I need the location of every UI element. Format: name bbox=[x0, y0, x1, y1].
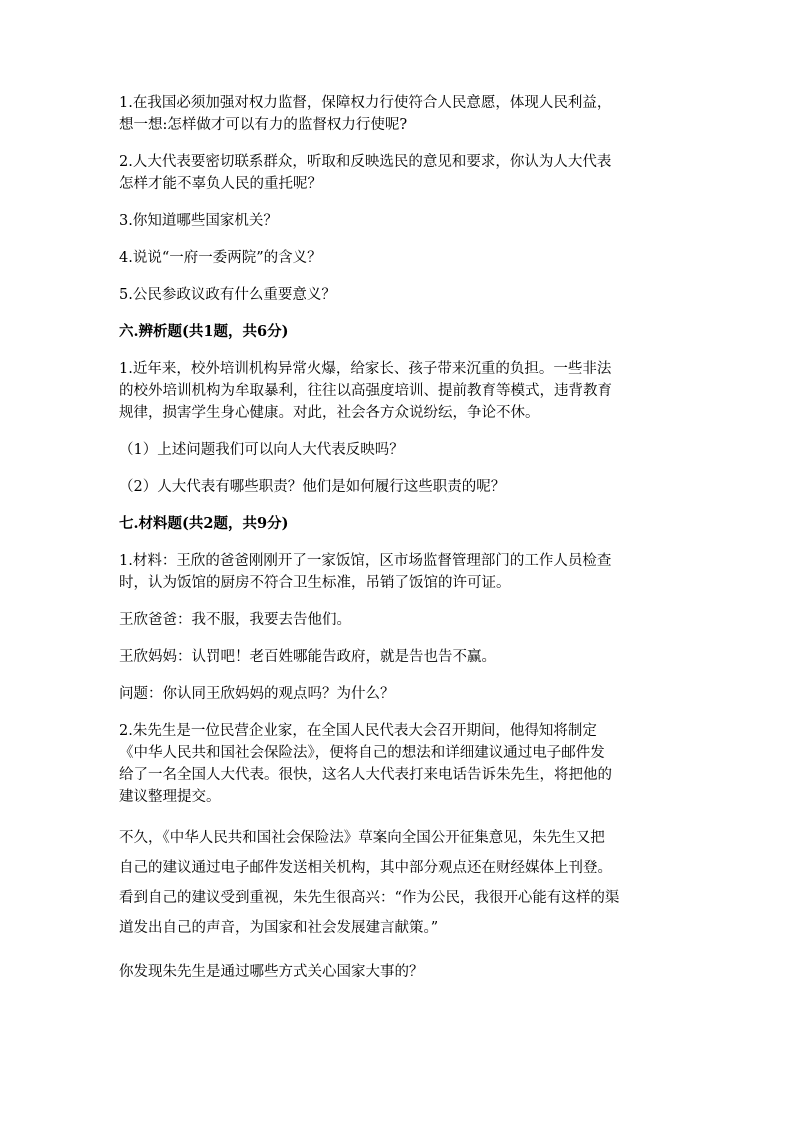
question-4: 4.说说“一府一委两院”的含义？ bbox=[119, 250, 322, 266]
question-1-line-2: 想一想:怎样做才可以有力的监督权力行使呢? bbox=[119, 117, 408, 133]
section-7-question-2-line-4: 建议整理提交。 bbox=[119, 789, 221, 805]
question-5: 5.公民参政议政有什么重要意义？ bbox=[119, 287, 336, 303]
question-2 bbox=[119, 151, 679, 195]
question-2-line-1: 2.人大代表要密切联系群众，听取和反映选民的意见和要求，你认为人大代表 bbox=[119, 154, 612, 170]
question-1-line-1: 1.在我国必须加强对权力监督，保障权力行使符合人民意愿，体现人民利益， bbox=[119, 95, 612, 111]
section-6-sub-question-2: （2）人大代表有哪些职责？他们是如何履行这些职责的呢？ bbox=[119, 479, 506, 495]
section-7-question-2-line-3: 给了一名全国人大代表。很快，这名人大代表打来电话告诉朱先生，将把他的 bbox=[119, 767, 612, 783]
question-prompt-2: 你发现朱先生是通过哪些方式关心国家大事的？ bbox=[119, 964, 424, 980]
document-page bbox=[119, 92, 679, 998]
section-7-heading: 七.材料题(共2题，共9分) bbox=[119, 515, 289, 532]
continued-line-4: 道发出自己的声音，为国家和社会发展建言献策。” bbox=[119, 920, 439, 936]
question-1 bbox=[119, 92, 679, 136]
section-6-sub-question-1: （1）上述问题我们可以向人大代表反映吗？ bbox=[119, 442, 404, 458]
question-prompt-1: 问题：你认同王欣妈妈的观点吗？为什么？ bbox=[119, 686, 395, 702]
question-3: 3.你知道哪些国家机关？ bbox=[119, 213, 278, 229]
question-2-line-2: 怎样才能不辜负人民的重托呢？ bbox=[119, 176, 322, 192]
section-7-question-2 bbox=[119, 720, 679, 808]
continued-line-1: 不久，《中华人民共和国社会保险法》草案向全国公开征集意见，朱先生又把 bbox=[119, 830, 605, 846]
section-6-heading: 六.辨析题(共1题，共6分) bbox=[119, 323, 289, 340]
section-7-question-1 bbox=[119, 550, 679, 594]
continued-line-3: 看到自己的建议受到重视，朱先生很高兴：“作为公民，我很开心能有这样的渠 bbox=[119, 890, 620, 906]
continued-line-2: 自己的建议通过电子邮件发送相关机构，其中部分观点还在财经媒体上刊登。 bbox=[119, 860, 612, 876]
section-7-question-2-continued bbox=[119, 823, 679, 943]
section-6-question-1-line-1: 1.近年来，校外培训机构异常火爆，给家长、孩子带来沉重的负担。一些非法 bbox=[119, 361, 612, 377]
section-6-question-1 bbox=[119, 358, 679, 424]
section-7-question-2-line-1: 2.朱先生是一位民营企业家，在全国人民代表大会召开期间，他得知将制定 bbox=[119, 723, 597, 739]
mom-statement: 王欣妈妈：认罚吧！老百姓哪能告政府，就是告也告不赢。 bbox=[119, 649, 496, 665]
section-7-question-2-line-2: 《中华人民共和国社会保险法》，便将自己的想法和详细建议通过电子邮件发 bbox=[119, 745, 605, 761]
section-6-question-1-line-3: 规律，损害学生身心健康。对此，社会各方众说纷纭，争论不休。 bbox=[119, 405, 540, 421]
section-6-question-1-line-2: 的校外培训机构为牟取暴利，往往以高强度培训、提前教育等模式，违背教育 bbox=[119, 383, 612, 399]
dad-statement: 王欣爸爸：我不服，我要去告他们。 bbox=[119, 612, 351, 628]
section-7-question-1-line-2: 时，认为饭馆的厨房不符合卫生标准，吊销了饭馆的许可证。 bbox=[119, 575, 511, 591]
section-7-question-1-line-1: 1.材料：王欣的爸爸刚刚开了一家饭馆，区市场监督管理部门的工作人员检查 bbox=[119, 553, 612, 569]
